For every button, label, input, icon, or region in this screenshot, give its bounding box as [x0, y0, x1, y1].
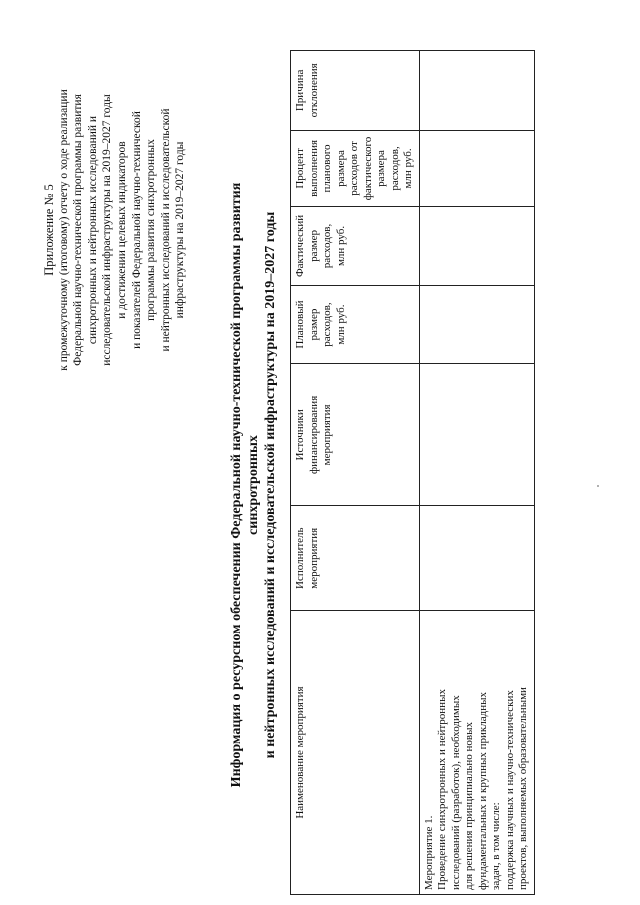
header-event-name	[291, 611, 420, 895]
cell-actual-expenses	[419, 207, 534, 286]
header-completion-percent	[291, 130, 420, 206]
cell-text: Проведение синхротронных и нейтронных	[436, 689, 448, 890]
header-text: Процент	[294, 148, 306, 189]
cell-text: фундаментальных и крупных прикладных	[476, 691, 489, 890]
cell-text: исследований (разработок), необходимых	[449, 695, 462, 890]
appendix-line: синхротронных и нейтронных исследований и	[86, 115, 99, 345]
header-text: размер	[307, 308, 320, 341]
title-line: и нейтронных исследований и исследовательской инфраструктуры на 2019–2027 годы	[263, 211, 278, 759]
cell-planned-expenses	[419, 285, 534, 364]
cell-executor	[419, 506, 534, 611]
table-row	[419, 51, 534, 895]
appendix-line: и нейтронных исследований и исследовательской	[159, 108, 172, 352]
appendix-title: Приложение № 5	[42, 184, 56, 276]
header-deviation-reason	[291, 51, 420, 131]
appendix-line: Федеральной научно-технической программы развития	[72, 94, 85, 366]
header-funding-sources	[291, 364, 420, 506]
cell-text: для решения принципиально новых	[463, 721, 475, 890]
header-text: расходов,	[388, 146, 401, 191]
header-text: мероприятия	[307, 527, 320, 589]
scan-speck	[597, 485, 599, 487]
appendix-line: и показателей Федеральной научно-технической	[130, 111, 143, 349]
header-text: размер	[307, 230, 320, 262]
cell-text: проектов, выполняемых образовательными	[517, 687, 529, 890]
header-text: отклонения	[307, 63, 320, 118]
header-text: Причина	[294, 69, 306, 112]
header-planned-expenses	[291, 285, 420, 364]
header-text: Фактический	[294, 214, 306, 278]
document-title	[228, 135, 279, 835]
header-text: млн руб.	[334, 225, 347, 267]
appendix-line: к промежуточному (итоговому) отчету о ходе реализации	[57, 89, 70, 371]
header-text: мероприятия	[321, 404, 333, 466]
header-text: Исполнитель	[294, 527, 306, 589]
cell-text: Мероприятие 1.	[422, 815, 435, 890]
header-actual-expenses	[291, 207, 420, 286]
appendix-header	[42, 65, 188, 395]
header-text: фактического	[361, 136, 374, 201]
header-text: Плановый	[294, 300, 306, 349]
appendix-line: программы развития синхротронных	[145, 139, 158, 321]
header-text: млн руб.	[334, 304, 347, 345]
header-text: расходов,	[321, 223, 333, 269]
resource-table	[290, 50, 535, 895]
table-header-row	[291, 51, 420, 895]
header-text: расходов,	[321, 302, 333, 347]
cell-funding-sources	[419, 364, 534, 506]
header-text: млн руб.	[402, 148, 414, 189]
title-line: Информация о ресурсном обеспечении Федеральной научно-технической программы развития синхротронных	[229, 182, 261, 788]
cell-text: поддержка научных и научно-технических	[503, 690, 516, 890]
appendix-line: инфраструктуры на 2019–2027 годы	[174, 141, 187, 319]
header-text: Источники	[294, 409, 306, 461]
header-text: финансирования	[307, 395, 320, 474]
cell-deviation-reason	[419, 51, 534, 131]
cell-completion-percent	[419, 130, 534, 206]
header-text: размера	[375, 150, 387, 187]
cell-event-description	[419, 611, 534, 895]
header-text: планового	[321, 144, 333, 193]
header-text: Наименование мероприятия	[294, 686, 306, 819]
header-text: выполнения	[307, 139, 320, 197]
appendix-line: и достижении целевых индикаторов	[115, 141, 128, 319]
header-executor	[291, 506, 420, 611]
header-text: размера	[334, 150, 347, 187]
appendix-line: исследовательской инфраструктуры на 2019–2027 годы	[101, 94, 114, 366]
cell-text: задач, в том числе:	[490, 802, 502, 890]
header-text: расходов от	[348, 141, 360, 196]
